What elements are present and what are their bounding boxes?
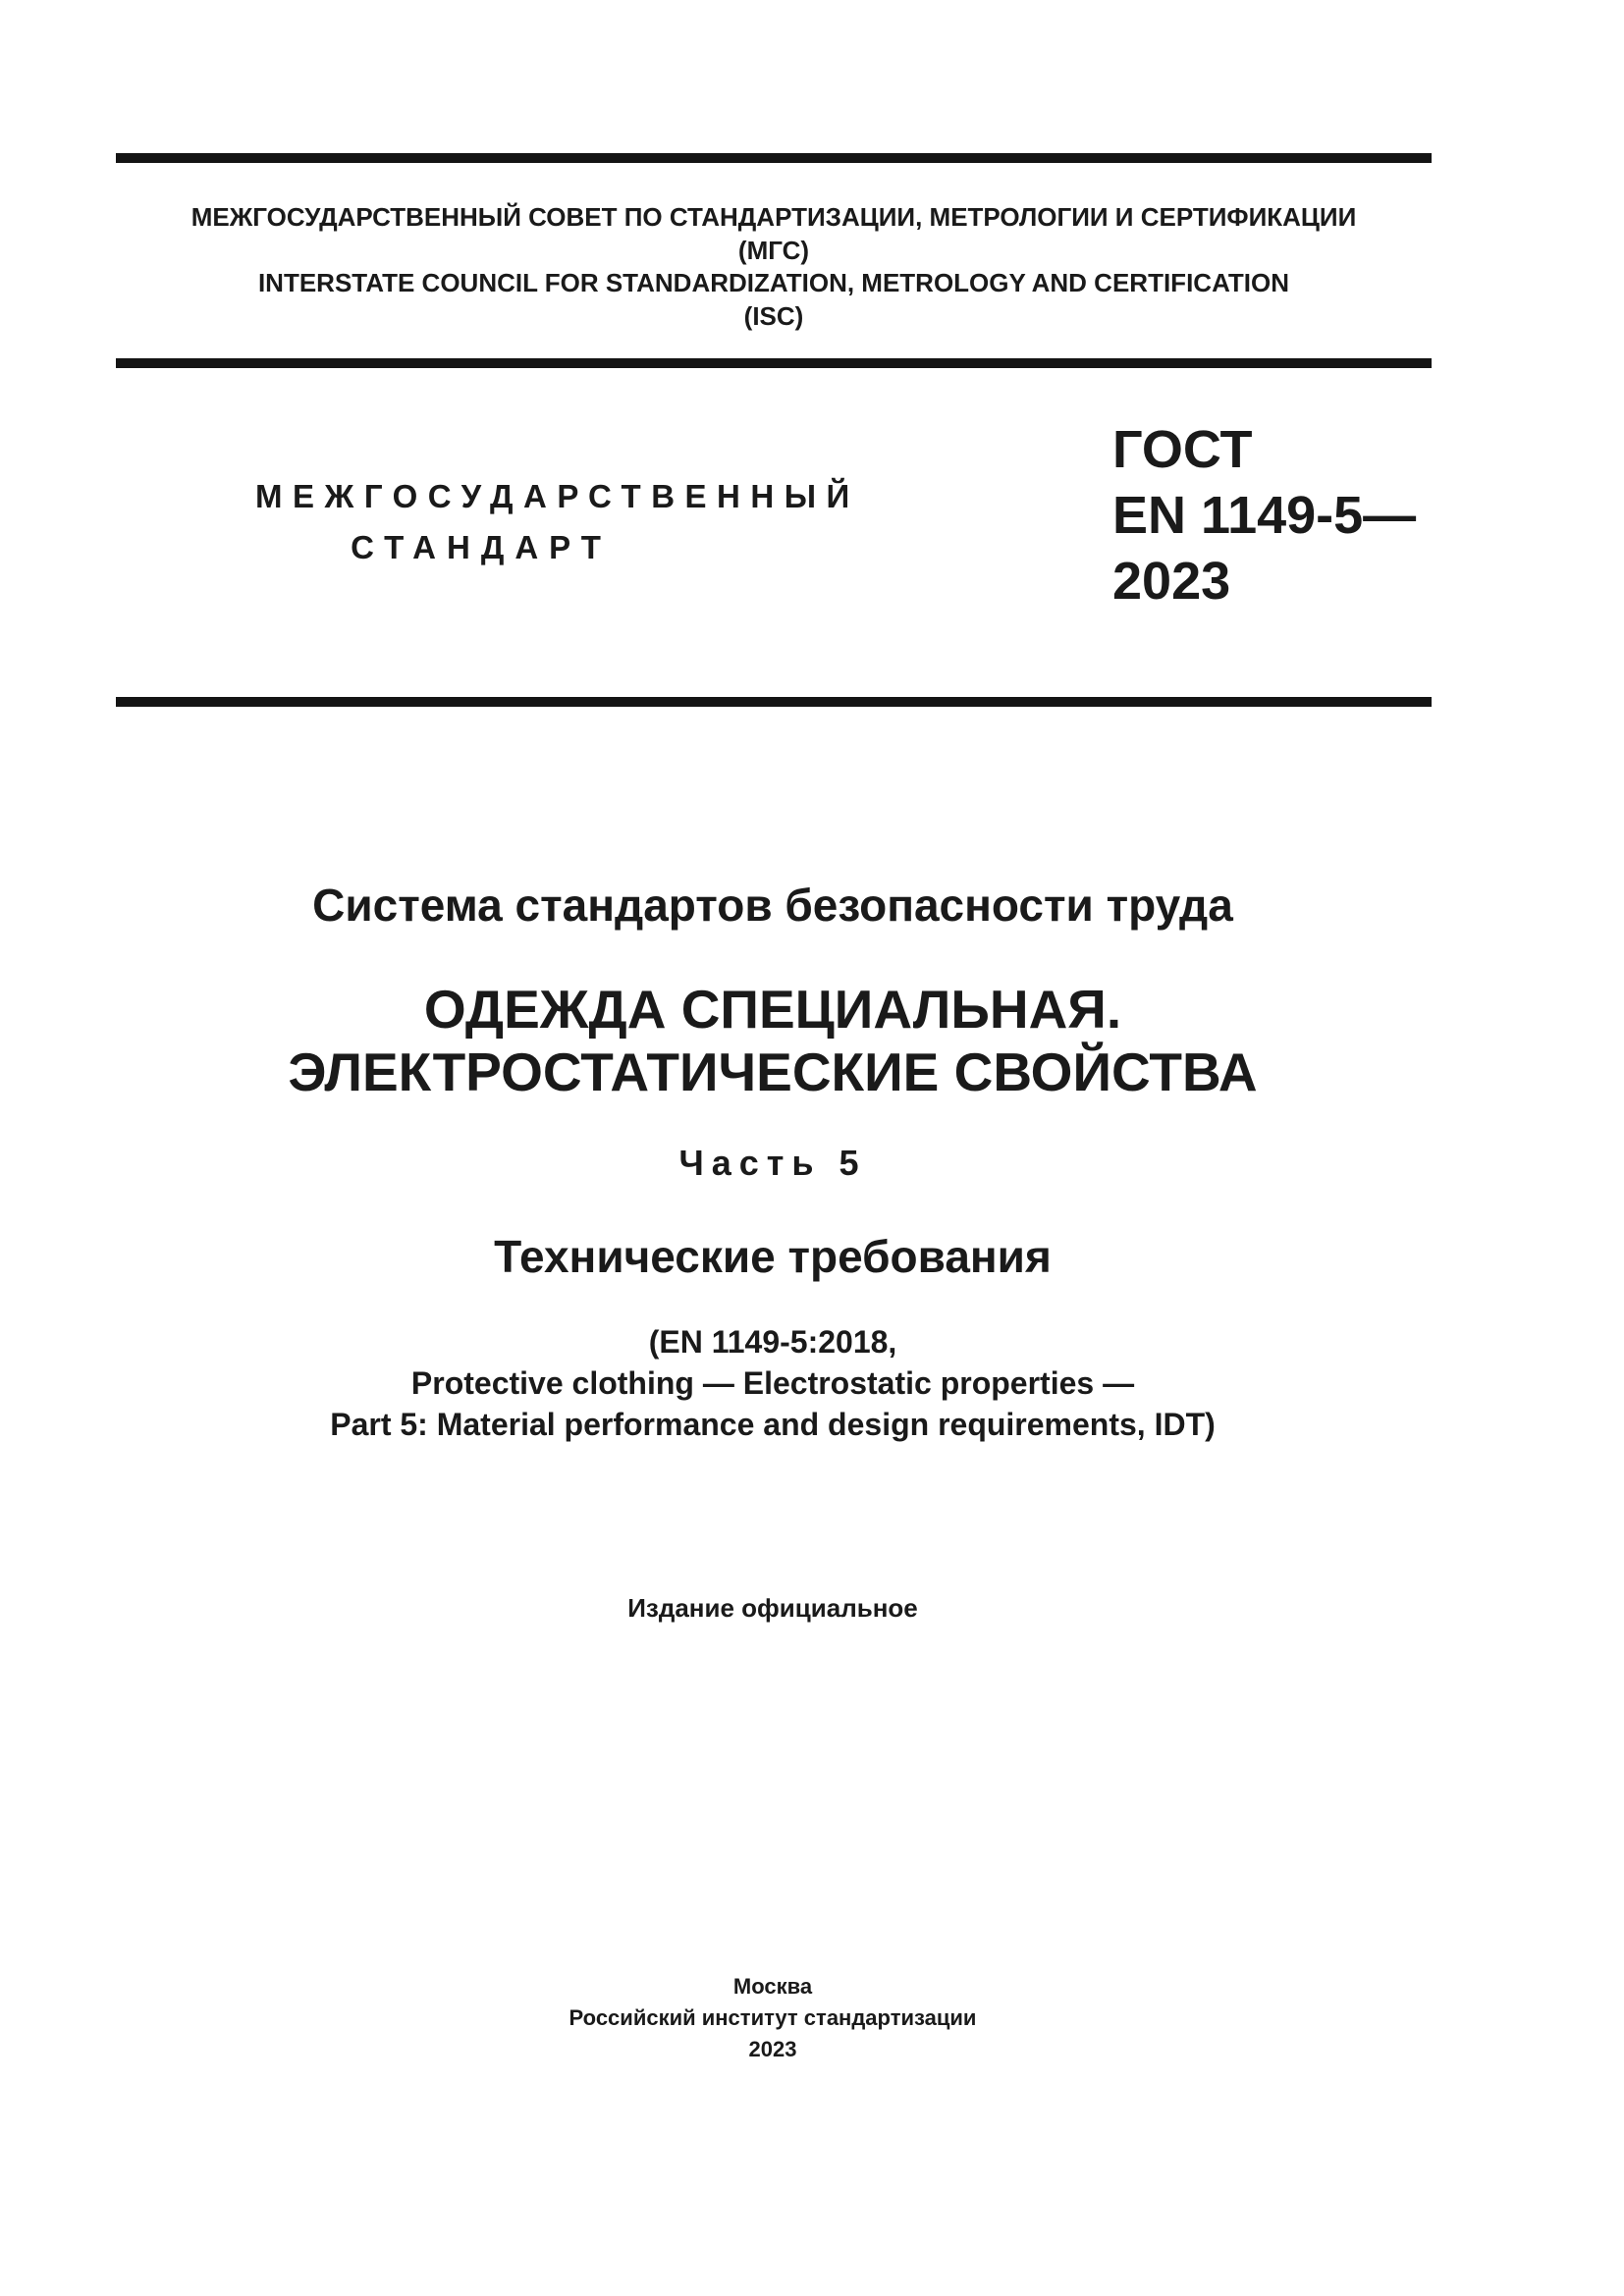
council-en-name: INTERSTATE COUNCIL FOR STANDARDIZATION, METROLOGY AND CERTIFICATION: [257, 268, 1290, 297]
edition-label: Издание официальное: [627, 1593, 918, 1623]
council-ru-name: МЕЖГОСУДАРСТВЕННЫЙ СОВЕТ ПО СТАНДАРТИЗАЦИИ, МЕТРОЛОГИИ И СЕРТИФИКАЦИИ: [190, 202, 1357, 232]
part-label: Часть 5: [678, 1143, 867, 1183]
council-ru-abbr: (МГС): [737, 235, 810, 265]
en-reference: [0, 1321, 1545, 1445]
main-title-line2: ЭЛЕКТРОСТАТИЧЕСКИЕ СВОЙСТВА: [288, 1041, 1258, 1102]
council-en-abbr: (ISC): [743, 300, 804, 331]
en-reference-line3: Part 5: Material performance and design requirements, IDT): [330, 1407, 1216, 1442]
designation-line3: 2023: [1112, 552, 1231, 611]
main-title: [0, 978, 1545, 1103]
title-block-rule: [116, 697, 1432, 707]
standard-designation: [1112, 417, 1416, 614]
series-title: Система стандартов безопасности труда: [312, 880, 1233, 931]
imprint-city: Москва: [732, 1974, 813, 1999]
council-header: [116, 201, 1432, 333]
standard-type-label: [255, 471, 860, 573]
en-reference-line1: (EN 1149-5:2018,: [648, 1324, 897, 1360]
header-rule: [116, 358, 1432, 368]
imprint: [0, 1971, 1545, 2065]
subtitle: Технические требования: [494, 1231, 1052, 1282]
main-title-line1: ОДЕЖДА СПЕЦИАЛЬНАЯ.: [423, 979, 1122, 1040]
designation-line2: EN 1149-5—: [1112, 486, 1417, 545]
designation-line1: ГОСТ: [1112, 420, 1253, 479]
top-rule: [116, 153, 1432, 163]
standard-type-line1: МЕЖГОСУДАРСТВЕННЫЙ: [255, 478, 860, 514]
standard-type-line2: СТАНДАРТ: [351, 529, 612, 565]
en-reference-line2: Protective clothing — Electrostatic properties —: [410, 1365, 1135, 1401]
imprint-publisher: Российский институт стандартизации: [568, 2005, 977, 2030]
imprint-year: 2023: [748, 2037, 797, 2061]
